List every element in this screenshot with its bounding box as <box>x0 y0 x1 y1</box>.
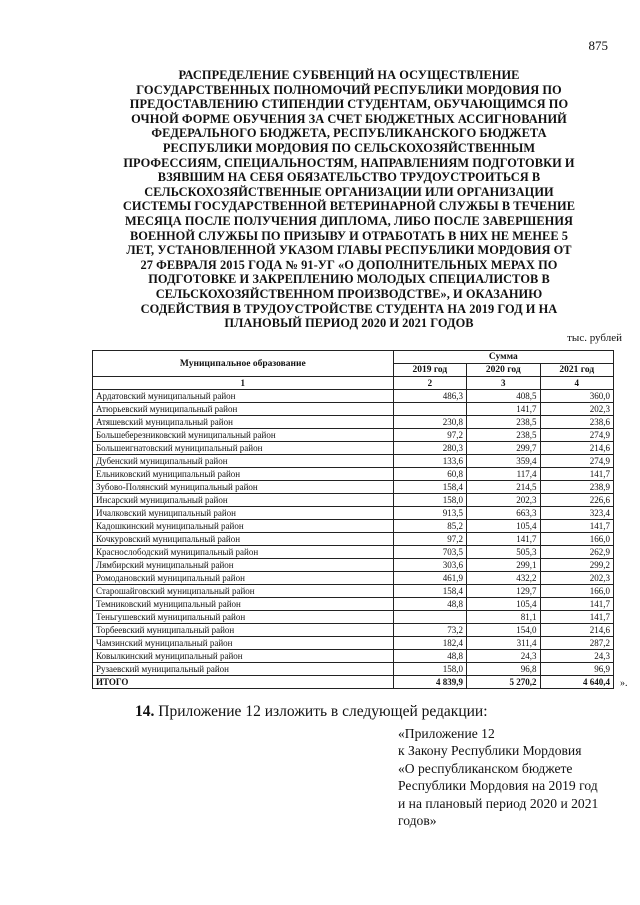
value-2021-cell: 214,6 <box>540 624 613 637</box>
value-2021-cell: 24,3 <box>540 650 613 663</box>
appendix-line: и на плановый период 2020 и 2021 <box>398 795 599 811</box>
table-row <box>93 455 614 468</box>
title-line: РАСПРЕДЕЛЕНИЕ СУБВЕНЦИЙ НА ОСУЩЕСТВЛЕНИЕ <box>178 68 520 82</box>
municipality-cell: Рузаевский муниципальный район <box>93 663 394 676</box>
value-2020-cell: 299,7 <box>467 442 540 455</box>
value-2021-cell: 214,6 <box>540 442 613 455</box>
value-2021-cell: 238,9 <box>540 481 613 494</box>
municipality-cell: Торбеевский муниципальный район <box>93 624 394 637</box>
value-2020-cell: 311,4 <box>467 637 540 650</box>
title-line: ПЛАНОВЫЙ ПЕРИОД 2020 И 2021 ГОДОВ <box>224 316 474 331</box>
title-line: МЕСЯЦА ПОСЛЕ ПОЛУЧЕНИЯ ДИПЛОМА, ЛИБО ПОСЛЕ ЗАВЕРШЕНИЯ <box>124 213 574 228</box>
table-body <box>93 377 614 689</box>
value-2021-cell: 141,7 <box>540 611 613 624</box>
table-row <box>93 429 614 442</box>
value-2021-cell: 4 640,4 <box>540 676 613 689</box>
value-2021-cell: 226,6 <box>540 494 613 507</box>
value-2019-cell: 158,4 <box>393 481 466 494</box>
subsidy-distribution-table <box>92 350 614 689</box>
table-row <box>93 546 614 559</box>
table-row <box>93 585 614 598</box>
value-2019-cell: 97,2 <box>393 429 466 442</box>
value-2019-cell: 48,8 <box>393 650 466 663</box>
municipality-cell: Теньгушевский муниципальный район <box>93 611 394 624</box>
value-2020-cell: 238,5 <box>467 429 540 442</box>
municipality-cell: Большеигнатовский муниципальный район <box>93 442 394 455</box>
value-2021-cell: 274,9 <box>540 429 613 442</box>
table-row <box>93 403 614 416</box>
value-2019-cell: 60,8 <box>393 468 466 481</box>
value-2021-cell: 202,3 <box>540 403 613 416</box>
value-2020-cell: 299,1 <box>467 559 540 572</box>
title-line: ВЗЯВШИМ НА СЕБЯ ОБЯЗАТЕЛЬСТВО ТРУДОУСТРОИТЬСЯ В <box>157 170 541 185</box>
table-row <box>93 611 614 624</box>
municipality-cell: Ардатовский муниципальный район <box>93 390 394 403</box>
municipality-cell: Атяшевский муниципальный район <box>93 416 394 429</box>
value-2021-cell: 360,0 <box>540 390 613 403</box>
value-2019-cell: 4 839,9 <box>393 676 466 689</box>
municipality-cell: Ичалковский муниципальный район <box>93 507 394 520</box>
value-2020-cell: 663,3 <box>467 507 540 520</box>
value-2020-cell: 214,5 <box>467 481 540 494</box>
municipality-cell: Лямбирский муниципальный район <box>93 559 394 572</box>
title-line: СЕЛЬСКОХОЗЯЙСТВЕННЫЕ ОРГАНИЗАЦИИ ИЛИ ОРГАНИЗАЦИИ <box>144 184 554 199</box>
total-row <box>93 676 614 689</box>
municipality-cell: Ельниковский муниципальный район <box>93 468 394 481</box>
table-row <box>93 624 614 637</box>
value-2021-cell: 274,9 <box>540 455 613 468</box>
closing-quote: ». <box>620 678 628 689</box>
value-2020-cell: 141,7 <box>467 533 540 546</box>
municipality-cell: Чамзинский муниципальный район <box>93 637 394 650</box>
value-2019-cell: 230,8 <box>393 416 466 429</box>
appendix-line: «О республиканском бюджете <box>398 760 573 776</box>
appendix-heading <box>398 725 598 829</box>
title-line: СЕЛЬСКОХОЗЯЙСТВЕННОМ ПРОИЗВОДСТВЕ», И ОКАЗАНИЮ <box>155 286 543 301</box>
column-index: 4 <box>540 377 613 390</box>
table-row <box>93 650 614 663</box>
value-2021-cell: 141,7 <box>540 598 613 611</box>
value-2020-cell: 24,3 <box>467 650 540 663</box>
header-year-2021: 2021 год <box>540 364 613 377</box>
municipality-cell: Кочкуровский муниципальный район <box>93 533 394 546</box>
title-line: ГОСУДАРСТВЕННЫХ ПОЛНОМОЧИЙ РЕСПУБЛИКИ МОРДОВИЯ ПО <box>136 82 562 97</box>
appendix-line: «Приложение 12 <box>398 726 495 741</box>
appendix-line: к Закону Республики Мордовия <box>398 743 582 759</box>
table-row <box>93 442 614 455</box>
value-2020-cell: 154,0 <box>467 624 540 637</box>
municipality-cell: Атюрьевский муниципальный район <box>93 403 394 416</box>
value-2019-cell: 158,0 <box>393 494 466 507</box>
value-2020-cell: 5 270,2 <box>467 676 540 689</box>
table-row <box>93 507 614 520</box>
value-2021-cell: 262,9 <box>540 546 613 559</box>
value-2021-cell: 299,2 <box>540 559 613 572</box>
section-text: Приложение 12 изложить в следующей редакции: <box>158 703 488 720</box>
table-row <box>93 468 614 481</box>
municipality-cell: Зубово-Полянский муниципальный район <box>93 481 394 494</box>
value-2019-cell: 303,6 <box>393 559 466 572</box>
value-2020-cell: 96,8 <box>467 663 540 676</box>
table-row <box>93 637 614 650</box>
table-row <box>93 533 614 546</box>
value-2021-cell: 202,3 <box>540 572 613 585</box>
title-line: ОЧНОЙ ФОРМЕ ОБУЧЕНИЯ ЗА СЧЕТ БЮДЖЕТНЫХ АССИГНОВАНИЙ <box>131 111 567 126</box>
value-2021-cell: 96,9 <box>540 663 613 676</box>
value-2020-cell: 141,7 <box>467 403 540 416</box>
header-year-2020: 2020 год <box>467 364 540 377</box>
value-2019-cell: 48,8 <box>393 598 466 611</box>
appendix-line: годов» <box>398 813 437 829</box>
title-line: ПРОФЕССИЯМ, СПЕЦИАЛЬНОСТЯМ, НАПРАВЛЕНИЯМ ПОДГОТОВКИ И <box>123 155 575 170</box>
title-line: СОДЕЙСТВИЯ В ТРУДОУСТРОЙСТВЕ СТУДЕНТА НА 2019 ГОД И НА <box>140 301 558 316</box>
table-row <box>93 559 614 572</box>
section-14 <box>135 703 488 721</box>
header-year-2019: 2019 год <box>393 364 466 377</box>
value-2020-cell: 505,3 <box>467 546 540 559</box>
value-2019-cell: 280,3 <box>393 442 466 455</box>
units-label: тыс. рублей <box>567 332 622 344</box>
municipality-cell: Ковылкинский муниципальный район <box>93 650 394 663</box>
value-2020-cell: 105,4 <box>467 598 540 611</box>
value-2021-cell: 166,0 <box>540 585 613 598</box>
value-2019-cell: 85,2 <box>393 520 466 533</box>
document-title <box>118 68 580 331</box>
title-line: 27 ФЕВРАЛЯ 2015 ГОДА № 91-УГ «О ДОПОЛНИТЕЛЬНЫХ МЕРАХ ПО <box>140 257 558 272</box>
municipality-cell: Большеберезниковский муниципальный район <box>93 429 394 442</box>
value-2021-cell: 238,6 <box>540 416 613 429</box>
value-2019-cell: 73,2 <box>393 624 466 637</box>
column-index: 2 <box>393 377 466 390</box>
value-2019-cell: 158,0 <box>393 663 466 676</box>
value-2020-cell: 81,1 <box>467 611 540 624</box>
value-2019-cell: 461,9 <box>393 572 466 585</box>
value-2020-cell: 202,3 <box>467 494 540 507</box>
municipality-cell: Кадошкинский муниципальный район <box>93 520 394 533</box>
appendix-line: Республики Мордовия на 2019 год <box>398 778 598 794</box>
municipality-cell: Краснослободский муниципальный район <box>93 546 394 559</box>
value-2021-cell: 141,7 <box>540 520 613 533</box>
title-line: ПОДГОТОВКЕ И ЗАКРЕПЛЕНИЮ МОЛОДЫХ СПЕЦИАЛИСТОВ В <box>148 272 550 287</box>
title-line: ВОЕННОЙ СЛУЖБЫ ПО ПРИЗЫВУ И ОТРАБОТАТЬ В НИХ НЕ МЕНЕЕ 5 <box>129 228 569 243</box>
table-row <box>93 572 614 585</box>
table-row <box>93 520 614 533</box>
table-row <box>93 494 614 507</box>
value-2020-cell: 129,7 <box>467 585 540 598</box>
title-line: СИСТЕМЫ ГОСУДАРСТВЕННОЙ ВЕТЕРИНАРНОЙ СЛУЖБЫ В ТЕЧЕНИЕ <box>122 199 576 214</box>
table-row <box>93 598 614 611</box>
value-2019-cell: 158,4 <box>393 585 466 598</box>
value-2019-cell: 182,4 <box>393 637 466 650</box>
municipality-cell: Старошайговский муниципальный район <box>93 585 394 598</box>
municipality-cell: Ромодановский муниципальный район <box>93 572 394 585</box>
column-index-row <box>93 377 614 390</box>
value-2019-cell: 486,3 <box>393 390 466 403</box>
title-line: ФЕДЕРАЛЬНОГО БЮДЖЕТА, РЕСПУБЛИКАНСКОГО БЮДЖЕТА <box>151 126 547 141</box>
value-2020-cell: 432,2 <box>467 572 540 585</box>
section-number: 14. <box>135 703 155 720</box>
municipality-cell: Дубенский муниципальный район <box>93 455 394 468</box>
value-2020-cell: 117,4 <box>467 468 540 481</box>
title-line: ПРЕДОСТАВЛЕНИЮ СТИПЕНДИИ СТУДЕНТАМ, ОБУЧАЮЩИМСЯ ПО <box>129 97 569 112</box>
value-2021-cell: 287,2 <box>540 637 613 650</box>
value-2021-cell: 166,0 <box>540 533 613 546</box>
value-2019-cell <box>393 611 466 624</box>
value-2019-cell: 133,6 <box>393 455 466 468</box>
value-2021-cell: 323,4 <box>540 507 613 520</box>
municipality-cell: ИТОГО <box>93 676 394 689</box>
value-2020-cell: 238,5 <box>467 416 540 429</box>
column-index: 1 <box>93 377 394 390</box>
value-2019-cell: 97,2 <box>393 533 466 546</box>
header-sum: Сумма <box>393 351 613 364</box>
table-row <box>93 416 614 429</box>
table-row <box>93 663 614 676</box>
column-index: 3 <box>467 377 540 390</box>
value-2021-cell: 141,7 <box>540 468 613 481</box>
value-2020-cell: 408,5 <box>467 390 540 403</box>
table-row <box>93 481 614 494</box>
title-line: РЕСПУБЛИКИ МОРДОВИЯ ПО СЕЛЬСКОХОЗЯЙСТВЕННЫМ <box>162 140 536 155</box>
value-2019-cell: 703,5 <box>393 546 466 559</box>
municipality-cell: Инсарский муниципальный район <box>93 494 394 507</box>
municipality-cell: Темниковский муниципальный район <box>93 598 394 611</box>
value-2019-cell <box>393 403 466 416</box>
header-municipality: Муниципальное образование <box>93 351 394 377</box>
value-2020-cell: 359,4 <box>467 455 540 468</box>
table-row <box>93 390 614 403</box>
page-number: 875 <box>588 38 608 53</box>
value-2019-cell: 913,5 <box>393 507 466 520</box>
value-2020-cell: 105,4 <box>467 520 540 533</box>
title-line: ЛЕТ, УСТАНОВЛЕННОЙ УКАЗОМ ГЛАВЫ РЕСПУБЛИКИ МОРДОВИЯ ОТ <box>126 243 572 258</box>
